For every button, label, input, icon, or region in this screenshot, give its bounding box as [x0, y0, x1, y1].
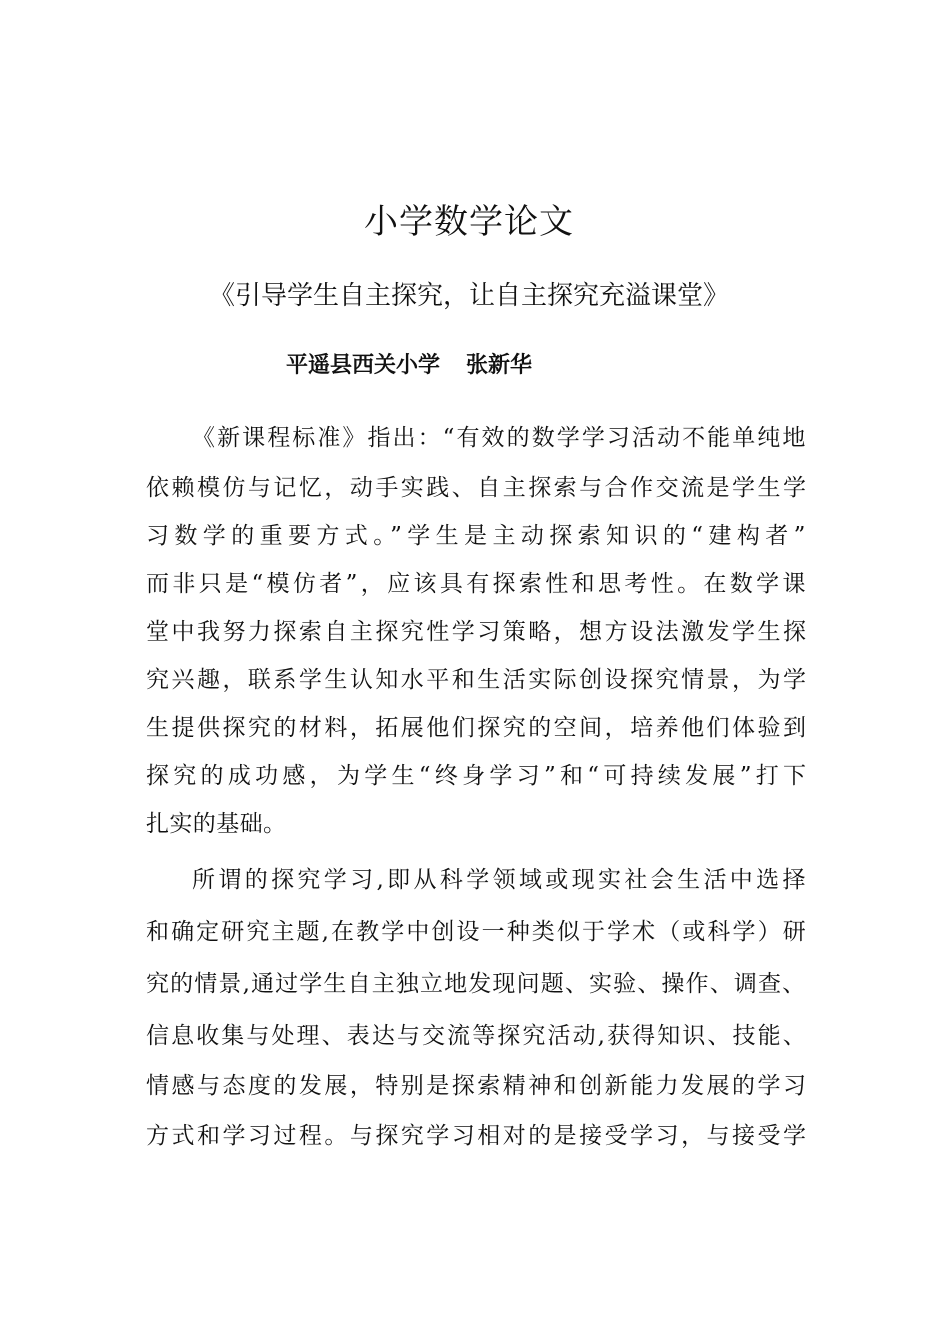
paragraph-1-line-7: 生提供探究的材料，拓展他们探究的空间，培养他们体验到 [146, 715, 809, 741]
paragraph-1-line-6: 究兴趣，联系学生认知水平和生活实际创设探究情景，为学 [146, 667, 809, 693]
paragraph-2-line-6: 方式和学习过程。与探究学习相对的是接受学习，与接受学 [146, 1123, 809, 1149]
paragraph-1-line-9: 扎实的基础。 [146, 811, 287, 837]
paragraph-2-line-2: 和确定研究主题,在教学中创设一种类似于学术（或科学）研 [146, 919, 808, 945]
author-name: 张新华 [466, 353, 533, 378]
document-subtitle: 《引导学生自主探究，让自主探究充溢课堂》 [208, 281, 729, 311]
paragraph-2-line-5: 情感与态度的发展，特别是探索精神和创新能力发展的学习 [146, 1073, 809, 1099]
paragraph-1-line-1: 《新课程标准》指出：“有效的数学学习活动不能单纯地 [192, 425, 808, 451]
paragraph-2-line-1: 所谓的探究学习,即从科学领域或现实社会生活中选择 [192, 867, 809, 893]
paragraph-1-line-8: 探究的成功感，为学生“终身学习”和“可持续发展”打下 [146, 763, 811, 789]
paragraph-1-line-3: 习数学的重要方式。”学生是主动探索知识的“建构者” [146, 523, 811, 549]
author-line [286, 348, 532, 384]
paragraph-1-line-5: 堂中我努力探索自主探究性学习策略，想方设法激发学生探 [146, 619, 809, 645]
author-school: 平遥县西关小学 [286, 353, 441, 378]
paragraph-2-line-4: 信息收集与处理、表达与交流等探究活动,获得知识、技能、 [146, 1023, 808, 1049]
document-title: 小学数学论文 [364, 202, 574, 242]
paragraph-2-line-3: 究的情景,通过学生自主独立地发现问题、实验、操作、调查、 [146, 971, 807, 997]
paragraph-1-line-2: 依赖模仿与记忆，动手实践、自主探索与合作交流是学生学 [146, 475, 809, 501]
paragraph-1-line-4: 而非只是“模仿者”，应该具有探索性和思考性。在数学课 [146, 571, 809, 597]
